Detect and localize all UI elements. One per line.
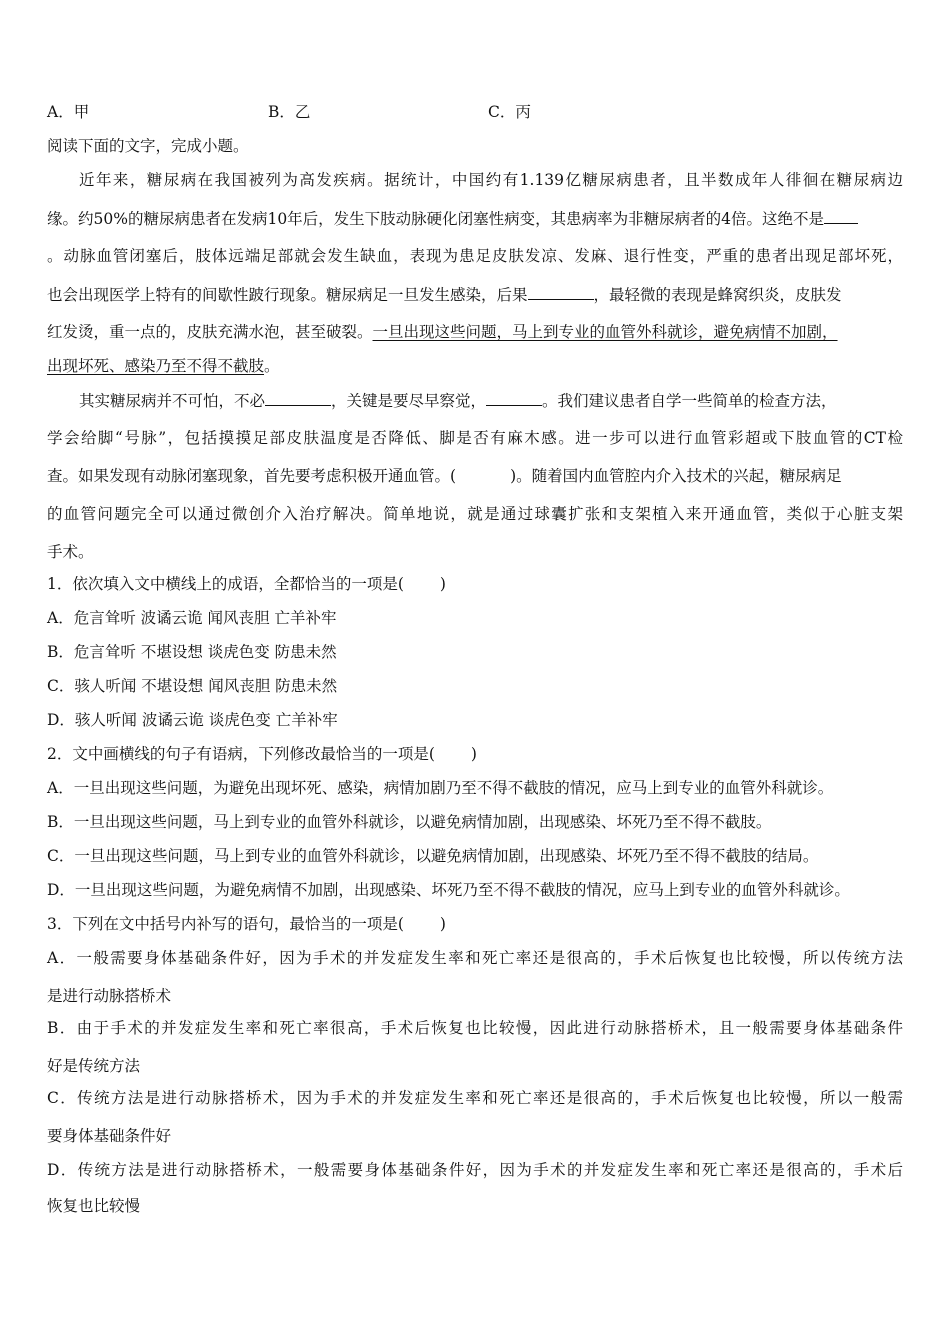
- reading-instruction: 阅读下面的文字，完成小题。: [47, 137, 249, 155]
- passage-p2-line4: 的血管问题完全可以通过微创介入治疗解决。简单地说，就是通过球囊扩张和支架植入来开通血管，类似于心脏支架: [47, 505, 903, 523]
- passage-p2-line2: 学会给脚“号脉”，包括摸摸足部皮肤温度是否降低、脚是否有麻木感。进一步可以进行血管彩超或下肢血管的CT检: [47, 429, 903, 447]
- q3-stem-text: 3．下列在文中括号内补写的语句，最恰当的一项是(: [47, 915, 404, 933]
- passage-p1-line6: [47, 356, 280, 376]
- question-3-stem: [47, 914, 446, 934]
- passage-p1-line4: [47, 284, 842, 305]
- underlined-sentence-part1: 一旦出现这些问题，马上到专业的血管外科就诊，避免病情不加剧，: [372, 323, 838, 341]
- passage-p2-line3: [47, 466, 842, 486]
- q1-option-b[interactable]: B．危言耸听 不堪设想 谈虎色变 防患未然: [47, 643, 337, 661]
- q2-stem-end: ): [470, 745, 477, 763]
- q3-option-b-line1[interactable]: B．由于手术的并发症发生率和死亡率很高，手术后恢复也比较慢，因此进行动脉搭桥术，且一般需要身体基础条件: [47, 1019, 903, 1037]
- option-a: A．甲: [47, 103, 90, 121]
- passage-p1-line2: [47, 208, 903, 229]
- passage-p1-line3: 。动脉血管闭塞后，肢体远端足部就会发生缺血，表现为患足皮肤发凉、发麻、退行性变，严重的患者出现足部坏死，: [47, 247, 903, 265]
- prev-option-b-wrap: [268, 102, 310, 122]
- prev-option-c-wrap: [488, 102, 531, 122]
- p1-line2-text: 缘。约50%的糖尿病患者在发病10年后，发生下肢动脉硬化闭塞性病变，其患病率为非糖尿病者的4倍。这绝不是: [47, 210, 825, 228]
- p2-line3-a: 查。如果发现有动脉闭塞现象，首先要考虑积极开通血管。(: [47, 467, 457, 485]
- q2-option-d[interactable]: D．一旦出现这些问题，为避免病情不加剧，出现感染、坏死乃至不得不截肢的情况，应马上到专业的血管外科就诊。: [47, 881, 850, 899]
- prev-question-options: [47, 102, 89, 122]
- q3-option-c-line1[interactable]: C．传统方法是进行动脉搭桥术，因为手术的并发症发生率和死亡率还是很高的，手术后恢复也比较慢，所以一般需: [47, 1089, 903, 1107]
- q3-option-d-line1[interactable]: D．传统方法是进行动脉搭桥术，一般需要身体基础条件好，因为手术的并发症发生率和死亡率还是很高的，手术后: [47, 1161, 903, 1179]
- q3-option-a-line2[interactable]: 是进行动脉搭桥术: [47, 987, 172, 1005]
- option-b: B．乙: [268, 103, 311, 121]
- p1-line4-a: 也会出现医学上特有的间歇性跛行现象。糖尿病足一旦发生感染，后果: [47, 286, 528, 304]
- passage-p2-line5: 手术。: [47, 543, 94, 561]
- p2-line3-b: )。随着国内血管腔内介入技术的兴起，糖尿病足: [510, 467, 842, 485]
- p2-line1-b: ，关键是要尽早察觉，: [331, 392, 487, 410]
- q1-stem-end: ): [439, 575, 446, 593]
- p1-line5-a: 红发烫，重一点的，皮肤充满水泡，甚至破裂。: [47, 323, 373, 341]
- passage-p2-line1: [79, 390, 837, 411]
- question-2-stem: [47, 744, 477, 764]
- p2-line1-c: 。我们建议患者自学一些简单的检查方法，: [542, 392, 837, 410]
- underlined-sentence-part2: 出现坏死、感染乃至不得不截肢: [47, 357, 265, 375]
- q3-stem-end: ): [439, 915, 446, 933]
- q1-stem-text: 1．依次填入文中横线上的成语，全都恰当的一项是(: [47, 575, 404, 593]
- fill-blank-3[interactable]: [265, 390, 331, 406]
- passage-p1-line5: [47, 322, 838, 342]
- q2-stem-text: 2．文中画横线的句子有语病，下列修改最恰当的一项是(: [47, 745, 435, 763]
- fill-blank-4[interactable]: [486, 390, 542, 406]
- q1-option-c[interactable]: C．骇人听闻 不堪设想 闻风丧胆 防患未然: [47, 677, 338, 695]
- fill-blank-1[interactable]: [824, 208, 858, 224]
- p1-line6-end: 。: [264, 357, 280, 375]
- p2-line1-a: 其实糖尿病并不可怕，不必: [79, 392, 266, 410]
- question-1-stem: [47, 574, 446, 594]
- p1-line4-b: ，最轻微的表现是蜂窝织炎，皮肤发: [593, 286, 842, 304]
- q1-option-a[interactable]: A．危言耸听 波谲云诡 闻风丧胆 亡羊补牢: [47, 609, 337, 627]
- q2-option-b[interactable]: B．一旦出现这些问题，马上到专业的血管外科就诊，以避免病情加剧，出现感染、坏死乃至不得不截肢。: [47, 813, 772, 831]
- q3-option-a-line1[interactable]: A．一般需要身体基础条件好，因为手术的并发症发生率和死亡率还是很高的，手术后恢复也比较慢，所以传统方法: [47, 949, 903, 967]
- q2-option-a[interactable]: A．一旦出现这些问题，为避免出现坏死、感染，病情加剧乃至不得不截肢的情况，应马上到专业的血管外科就诊。: [47, 779, 834, 797]
- q3-option-b-line2[interactable]: 好是传统方法: [47, 1057, 141, 1075]
- q3-option-c-line2[interactable]: 要身体基础条件好: [47, 1127, 172, 1145]
- q2-option-c[interactable]: C．一旦出现这些问题，马上到专业的血管外科就诊，以避免病情加剧，出现感染、坏死乃至不得不截肢的结局。: [47, 847, 819, 865]
- fill-blank-2[interactable]: [528, 284, 594, 300]
- option-c: C．丙: [488, 103, 531, 121]
- q1-option-d[interactable]: D．骇人听闻 波谲云诡 谈虎色变 亡羊补牢: [47, 711, 338, 729]
- passage-p1-line1: 近年来，糖尿病在我国被列为高发疾病。据统计，中国约有1.139亿糖尿病患者，且半数成年人徘徊在糖尿病边: [79, 171, 903, 189]
- q3-option-d-line2[interactable]: 恢复也比较慢: [47, 1197, 141, 1215]
